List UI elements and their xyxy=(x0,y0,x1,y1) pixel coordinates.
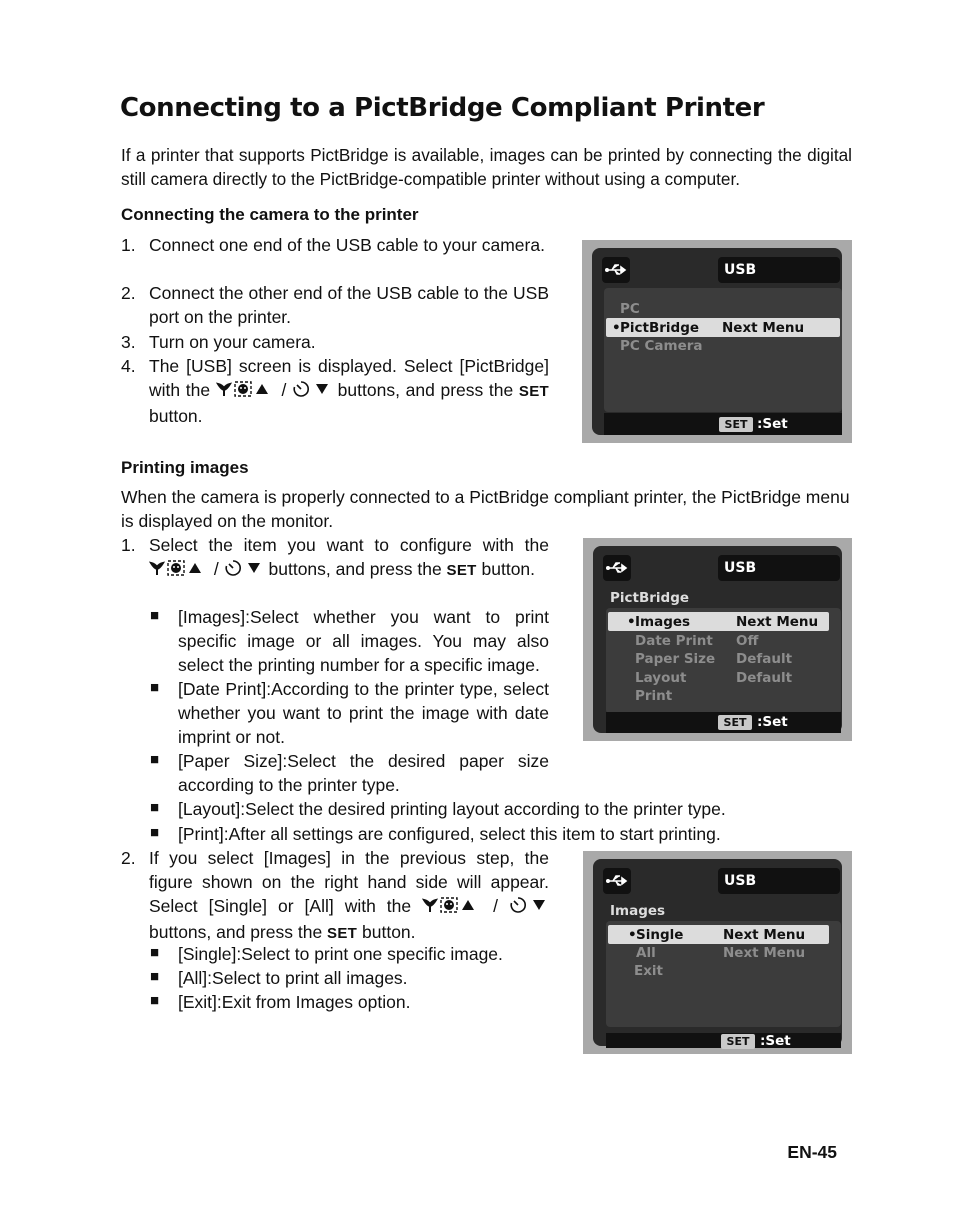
set-label: :Set xyxy=(757,714,788,730)
menu-item-value: Next Menu xyxy=(736,614,819,630)
set-button[interactable]: SET xyxy=(718,715,752,730)
set-label: :Set xyxy=(760,1033,791,1049)
bullet-paper-size: [Paper Size]:Select the desired paper size according to the printer type. xyxy=(178,751,549,795)
bullet-icon: ■ xyxy=(150,679,160,696)
usb-icon xyxy=(603,868,631,894)
selected-marker: • xyxy=(627,614,636,630)
macro-face-up-icon xyxy=(216,380,276,404)
bullet-icon: ■ xyxy=(150,799,160,816)
bullet-icon: ■ xyxy=(150,751,160,768)
step-number: 3. xyxy=(121,332,136,352)
menu-item-value: Off xyxy=(736,633,759,649)
page-number: EN-45 xyxy=(787,1142,837,1162)
bullet-layout: [Layout]:Select the desired printing layout according to the printer type. xyxy=(178,799,726,819)
selected-marker: • xyxy=(612,320,621,336)
bullet-icon: ■ xyxy=(150,992,160,1009)
usb-header: USB xyxy=(718,555,840,581)
menu-item-single[interactable]: Single xyxy=(636,927,684,943)
usb-header: USB xyxy=(718,257,840,283)
step-text: Connect one end of the USB cable to your camera. xyxy=(149,235,545,255)
usb-screen xyxy=(582,240,852,443)
bullet-print: [Print]:After all settings are configured, select this item to start printing. xyxy=(178,824,721,844)
bullet-icon: ■ xyxy=(150,824,160,841)
step-text: Connect the other end of the USB cable to the USB port on the printer. xyxy=(149,283,549,327)
images-screen xyxy=(583,851,852,1054)
usb-header: USB xyxy=(718,868,840,894)
set-button[interactable]: SET xyxy=(719,417,753,432)
step-number: 2. xyxy=(121,283,136,303)
bullet-all: [All]:Select to print all images. xyxy=(178,968,408,988)
step-text: If you select [Images] in the previous step, the figure shown on the right hand side will appear. Select [Single] or [All] with the / buttons, and press the SET button. xyxy=(149,848,549,942)
menu-item-print[interactable]: Print xyxy=(635,688,673,704)
timer-down-icon xyxy=(509,896,549,920)
menu-page-title: Images xyxy=(610,903,666,919)
set-label: :Set xyxy=(757,416,788,432)
section-heading-printing: Printing images xyxy=(121,458,249,477)
intro-paragraph: If a printer that supports PictBridge is available, images can be printed by connecting the digital still camera directly to the PictBridge-compatible printer without using a computer. xyxy=(121,145,852,189)
bullet-exit: [Exit]:Exit from Images option. xyxy=(178,992,411,1012)
step-text: Select the item you want to configure with the / buttons, and press the SET button. xyxy=(149,533,549,583)
step-number: 2. xyxy=(121,848,136,868)
menu-item-value: Next Menu xyxy=(722,320,805,336)
step-text: Turn on your camera. xyxy=(149,332,316,352)
macro-face-up-icon xyxy=(149,559,209,583)
bullet-icon: ■ xyxy=(150,607,160,624)
set-button[interactable]: SET xyxy=(721,1034,755,1049)
bullet-date-print: [Date Print]:According to the printer type, select whether you want to print the image with date imprint or not. xyxy=(178,679,549,747)
menu-item-all[interactable]: All xyxy=(636,945,656,961)
menu-item-exit[interactable]: Exit xyxy=(634,963,664,979)
page-title: Connecting to a PictBridge Compliant Printer xyxy=(120,93,765,123)
menu-item-value: Default xyxy=(736,651,793,667)
selected-marker: • xyxy=(628,927,637,943)
printing-intro: When the camera is properly connected to a PictBridge compliant printer, the PictBridge menu is displayed on the monitor. xyxy=(121,487,850,531)
bullet-images: [Images]:Select whether you want to print specific image or all images. You may also select the printing number for a specific image. xyxy=(178,607,549,675)
menu-item-value: Next Menu xyxy=(723,927,806,943)
usb-icon xyxy=(603,555,631,581)
menu-item-value: Default xyxy=(736,670,793,686)
step-text: The [USB] screen is displayed. Select [PictBridge] with the / buttons, and press the SET button. xyxy=(149,356,549,426)
menu-item-value: Next Menu xyxy=(723,945,806,961)
menu-item-layout[interactable]: Layout xyxy=(635,670,687,686)
step-number: 1. xyxy=(121,235,136,255)
section-heading-connecting: Connecting the camera to the printer xyxy=(121,205,419,224)
menu-page-title: PictBridge xyxy=(610,590,690,606)
menu-item-pc[interactable]: PC xyxy=(620,301,640,317)
timer-down-icon xyxy=(224,559,264,583)
step-number: 4. xyxy=(121,356,136,376)
menu-item-date-print[interactable]: Date Print xyxy=(635,633,713,649)
timer-down-icon xyxy=(292,380,332,404)
menu-item-images[interactable]: Images xyxy=(635,614,691,630)
usb-icon xyxy=(602,257,630,283)
pictbridge-screen xyxy=(583,538,852,741)
bullet-single: [Single]:Select to print one specific image. xyxy=(178,944,503,964)
bullet-icon: ■ xyxy=(150,968,160,985)
bullet-icon: ■ xyxy=(150,944,160,961)
menu-item-pc-camera[interactable]: PC Camera xyxy=(620,338,703,354)
macro-face-up-icon xyxy=(422,896,482,920)
menu-item-pictbridge[interactable]: PictBridge xyxy=(620,320,700,336)
step-number: 1. xyxy=(121,535,136,555)
menu-item-paper-size[interactable]: Paper Size xyxy=(635,651,716,667)
